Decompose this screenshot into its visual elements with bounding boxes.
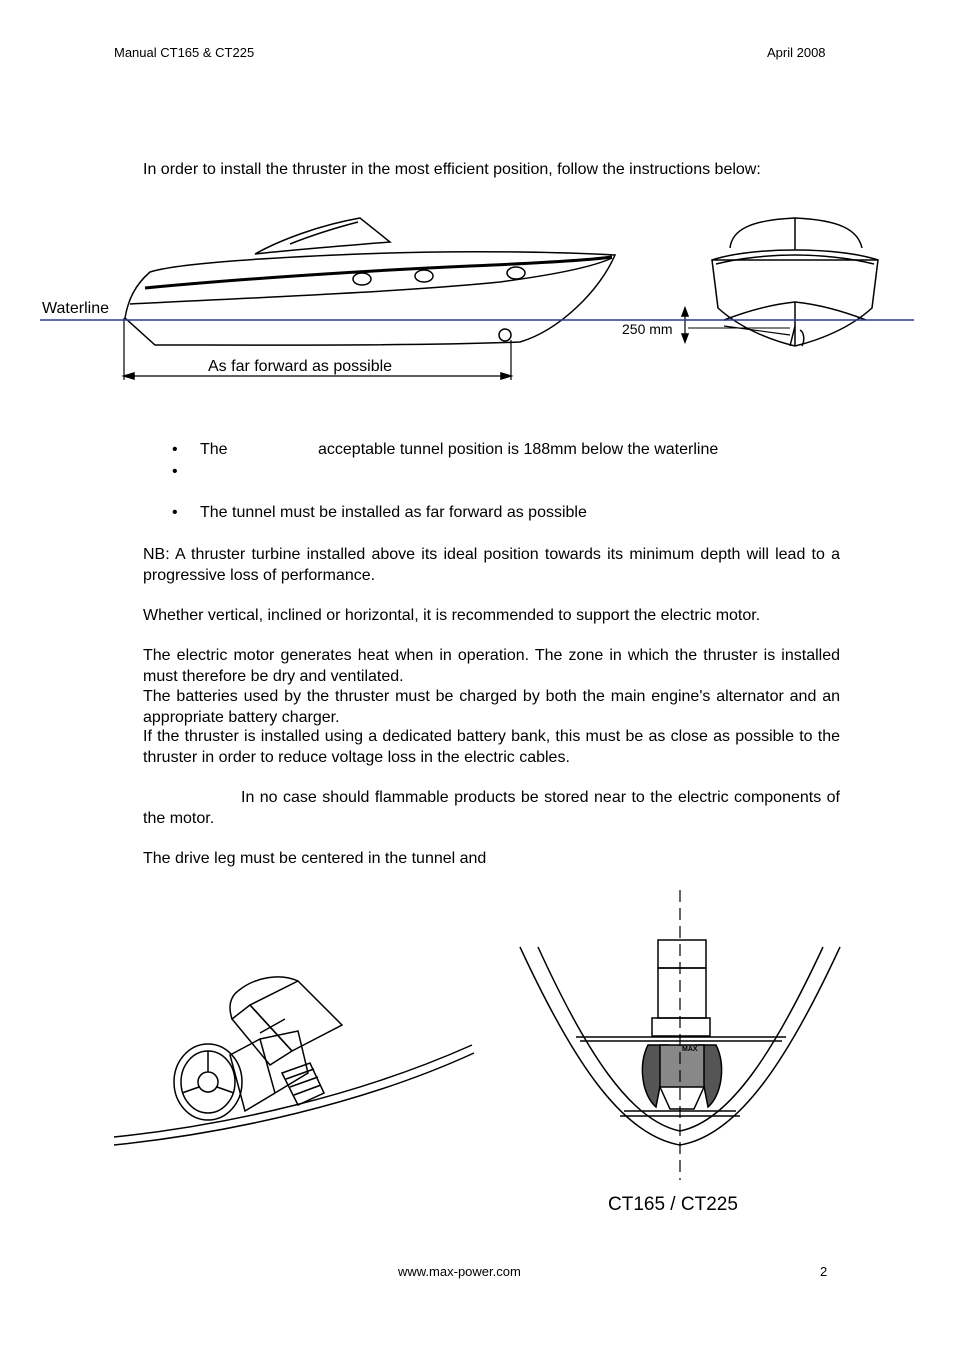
boat-cabin-front bbox=[730, 218, 862, 248]
header-date: April 2008 bbox=[767, 45, 826, 60]
gear-housing bbox=[230, 1039, 275, 1111]
bullet-text: The tunnel must be installed as far forward as possible bbox=[200, 504, 587, 521]
porthole bbox=[507, 267, 525, 279]
bullet-dot: • bbox=[172, 441, 178, 458]
thruster-cross-section-diagram bbox=[510, 885, 850, 1185]
support-paragraph: Whether vertical, inclined or horizontal, it is recommended to support the electric motor. bbox=[143, 607, 761, 624]
nb-paragraph: NB: A thruster turbine installed above its ideal position towards its minimum depth will lead to a progressive loss of performance. bbox=[143, 546, 840, 584]
boat-deck-line bbox=[145, 257, 612, 288]
batteries-paragraph: The batteries used by the thruster must be charged by both the main engine's alternator and an appropriate battery charger. bbox=[143, 688, 840, 726]
boat-cabin bbox=[255, 218, 390, 254]
tunnel-opening bbox=[499, 329, 511, 341]
depth-label: 250 mm bbox=[622, 321, 673, 337]
heat-paragraph: The electric motor generates heat when in operation. The zone in which the thruster is installed must therefore be dry and ventilated. bbox=[143, 647, 840, 685]
intro-text: In order to install the thruster in the most efficient position, follow the instructions below: bbox=[143, 161, 761, 178]
waterline-label: Waterline bbox=[42, 300, 109, 317]
porthole bbox=[415, 270, 433, 282]
electric-motor bbox=[250, 981, 342, 1051]
bullet-item bbox=[172, 441, 872, 461]
bullet-dot: • bbox=[172, 463, 178, 480]
boat-hull-side bbox=[125, 252, 615, 345]
header-manual-title: Manual CT165 & CT225 bbox=[114, 45, 255, 60]
thruster-inclined-diagram bbox=[110, 975, 480, 1155]
porthole bbox=[353, 273, 371, 285]
flammable-paragraph: In no case should flammable products be stored near to the electric components of the motor. bbox=[143, 789, 840, 827]
bullet-prefix: The bbox=[200, 441, 228, 458]
bullet-dot: • bbox=[172, 504, 178, 521]
forward-label: As far forward as possible bbox=[208, 358, 393, 375]
page-number: 2 bbox=[820, 1264, 828, 1279]
model-label: CT165 / CT225 bbox=[608, 1194, 738, 1215]
motor-body bbox=[658, 940, 706, 968]
bullet-text: acceptable tunnel position is 188mm below the waterline bbox=[318, 441, 719, 458]
brand-mark: MAX bbox=[682, 1046, 698, 1053]
hull-section bbox=[114, 1045, 472, 1137]
boat-waterline-diagram bbox=[0, 200, 954, 400]
bullet-item bbox=[172, 504, 872, 524]
drive-leg-paragraph: The drive leg must be centered in the tunnel and bbox=[143, 850, 487, 867]
bullet-item bbox=[172, 463, 872, 483]
footer-url: www.max-power.com bbox=[398, 1264, 521, 1279]
battery-bank-paragraph: If the thruster is installed using a dedicated battery bank, this must be as close as possible to the thruster in order to reduce voltage loss in the electric cables. bbox=[143, 728, 840, 766]
